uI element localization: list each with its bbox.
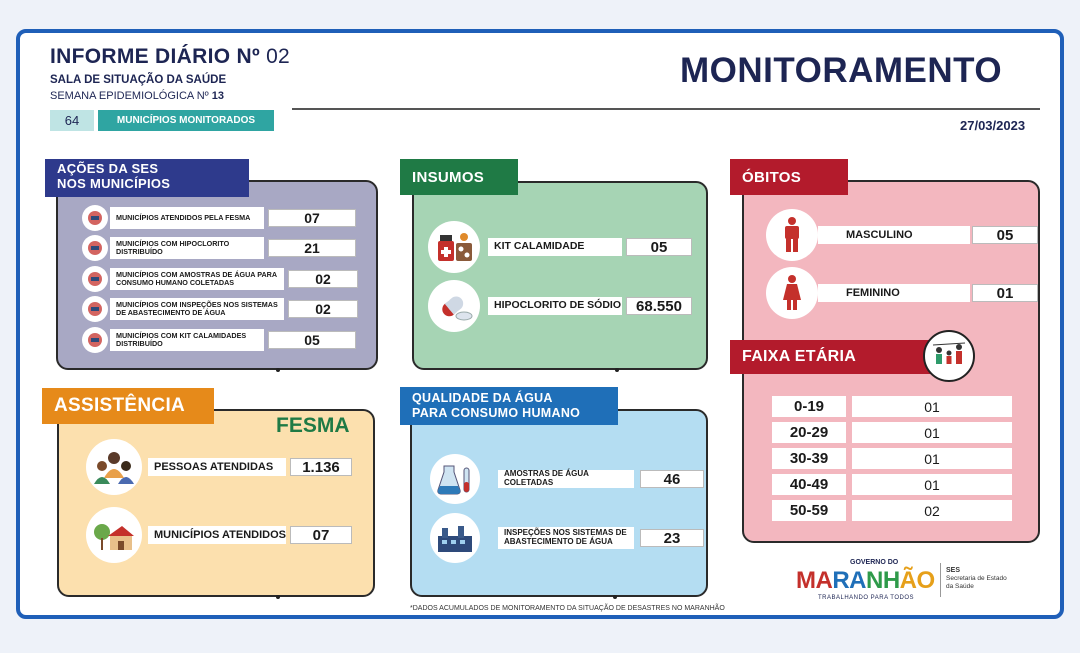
water-plant-icon xyxy=(430,513,480,563)
faixa-range: 30-39 xyxy=(772,448,846,469)
dot xyxy=(613,595,617,599)
obitos-title: ÓBITOS xyxy=(730,159,848,195)
acoes-item-label: MUNICÍPIOS COM HIPOCLORITO DISTRIBUÍDO xyxy=(110,237,264,259)
faixa-range: 40-49 xyxy=(772,474,846,495)
acoes-row xyxy=(82,296,358,322)
acoes-row xyxy=(82,235,356,261)
faixa-row xyxy=(772,396,1012,417)
kit-calamidade-label: KIT CALAMIDADE xyxy=(488,238,622,256)
female-icon xyxy=(766,267,818,319)
assistencia-row xyxy=(86,439,352,495)
masculino-value: 05 xyxy=(972,226,1038,244)
qualidade-title: QUALIDADE DA ÁGUA PARA CONSUMO HUMANO xyxy=(400,387,618,425)
inspecoes-label: INSPEÇÕES NOS SISTEMAS DE ABASTECIMENTO DE ÁGUA xyxy=(498,527,634,549)
water-sample-icon xyxy=(82,266,108,292)
feminino-value: 01 xyxy=(972,284,1038,302)
faixa-value: 01 xyxy=(852,396,1012,417)
municipios-label: MUNICÍPIOS MONITORADOS xyxy=(98,110,274,131)
acoes-item-label: MUNICÍPIOS COM KIT CALAMIDADES DISTRIBUÍDO xyxy=(110,329,264,351)
insumos-panel xyxy=(412,181,708,370)
governo-logo: GOVERNO DO MARANHÃO TRABALHANDO PARA TODOS SES Secretaria de Estado da Saúde xyxy=(796,559,1007,601)
faixa-etaria-title: FAIXA ETÁRIA xyxy=(730,340,940,374)
acoes-item-value: 21 xyxy=(268,239,356,257)
insumo-row xyxy=(428,280,692,332)
qualidade-row xyxy=(430,513,704,563)
faixa-range: 0-19 xyxy=(772,396,846,417)
acoes-item-value: 07 xyxy=(268,209,356,227)
water-plant-icon xyxy=(82,296,108,322)
municipios-atendidos-label: MUNICÍPIOS ATENDIDOS xyxy=(148,526,286,544)
municipios-atendidos-value: 07 xyxy=(290,526,352,544)
faixa-value: 02 xyxy=(852,500,1012,521)
people-icon xyxy=(82,205,108,231)
test-tube-icon xyxy=(430,454,480,504)
acoes-row xyxy=(82,266,358,292)
footnote: *DADOS ACUMULADOS DE MONITORAMENTO DA SITUAÇÃO DE DESASTRES NO MARANHÃO xyxy=(410,605,725,612)
male-icon xyxy=(766,209,818,261)
faixa-range: 20-29 xyxy=(772,422,846,443)
people-icon xyxy=(86,439,142,495)
insumo-row xyxy=(428,221,692,273)
acoes-item-label: MUNICÍPIOS COM AMOSTRAS DE ÁGUA PARA CONSUMO HUMANO COLETADAS xyxy=(110,268,284,290)
acoes-item-value: 02 xyxy=(288,300,358,318)
acoes-item-value: 02 xyxy=(288,270,358,288)
pill-icon xyxy=(82,235,108,261)
report-frame xyxy=(16,29,1064,619)
pill-capsule-icon xyxy=(428,280,480,332)
amostras-label: AMOSTRAS DE ÁGUA COLETADAS xyxy=(498,470,634,488)
faixa-value: 01 xyxy=(852,448,1012,469)
faixa-value: 01 xyxy=(852,474,1012,495)
family-icon xyxy=(923,330,975,382)
hipoclorito-value: 68.550 xyxy=(626,297,692,315)
obito-row xyxy=(766,209,1038,261)
acoes-row xyxy=(82,327,356,353)
kit-calamidade-value: 05 xyxy=(626,238,692,256)
assistencia-row xyxy=(86,507,352,563)
faixa-row xyxy=(772,422,1012,443)
pessoas-atendidas-value: 1.136 xyxy=(290,458,352,476)
report-title: INFORME DIÁRIO Nº 02 xyxy=(50,45,291,68)
epi-week: SEMANA EPIDEMIOLÓGICA Nº 13 xyxy=(50,90,224,102)
inspecoes-value: 23 xyxy=(640,529,704,547)
masculino-label: MASCULINO xyxy=(818,226,970,244)
dot xyxy=(615,368,619,372)
faixa-row xyxy=(772,448,1012,469)
acoes-item-value: 05 xyxy=(268,331,356,349)
faixa-value: 01 xyxy=(852,422,1012,443)
acoes-item-label: MUNICÍPIOS ATENDIDOS PELA FESMA xyxy=(110,207,264,229)
dot xyxy=(276,595,280,599)
dot xyxy=(276,368,280,372)
insumos-title: INSUMOS xyxy=(400,159,518,195)
report-subtitle: SALA DE SITUAÇÃO DA SAÚDE xyxy=(50,74,227,86)
medicine-kit-icon xyxy=(82,327,108,353)
fesma-label: FESMA xyxy=(276,414,350,437)
feminino-label: FEMININO xyxy=(818,284,970,302)
acoes-item-label: MUNICÍPIOS COM INSPEÇÕES NOS SISTEMAS DE ABASTECIMENTO DE ÁGUA xyxy=(110,298,284,320)
amostras-value: 46 xyxy=(640,470,704,488)
pessoas-atendidas-label: PESSOAS ATENDIDAS xyxy=(148,458,286,476)
report-date: 27/03/2023 xyxy=(960,118,1026,133)
hipoclorito-label: HIPOCLORITO DE SÓDIO xyxy=(488,297,622,315)
municipios-count: 64 xyxy=(50,110,94,131)
obito-row xyxy=(766,267,1038,319)
house-icon xyxy=(86,507,142,563)
faixa-row xyxy=(772,500,1012,521)
assistencia-title: ASSISTÊNCIA xyxy=(42,388,214,424)
faixa-range: 50-59 xyxy=(772,500,846,521)
medicine-kit-icon xyxy=(428,221,480,273)
main-title: MONITORAMENTO xyxy=(680,51,1003,90)
acoes-title: AÇÕES DA SES NOS MUNICÍPIOS xyxy=(45,159,249,197)
qualidade-row xyxy=(430,454,704,504)
header-divider xyxy=(292,108,1040,110)
faixa-row xyxy=(772,474,1012,495)
acoes-row xyxy=(82,205,356,231)
